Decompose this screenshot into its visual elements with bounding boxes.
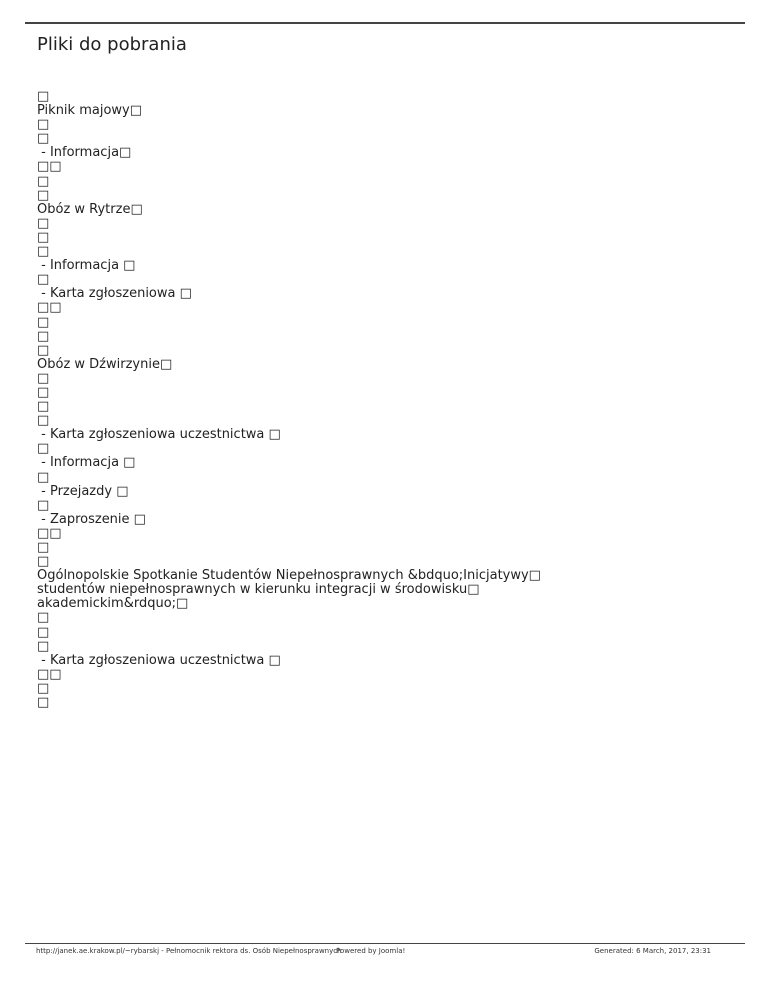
content-line[interactable]: - Informacja □ [37, 258, 136, 274]
content-line: □ [37, 117, 50, 133]
content-line: □ [37, 554, 50, 570]
content-line: □ [37, 215, 50, 231]
content-line: □ [37, 399, 50, 415]
content-line: □□ [37, 666, 62, 682]
content-line: □ [37, 229, 50, 245]
content-line: □□ [37, 525, 62, 541]
content-line: Obóz w Dźwirzynie□ [37, 356, 173, 372]
content-line: □ [37, 610, 50, 626]
content-line: □ [37, 328, 50, 344]
content-line: □ [37, 173, 50, 189]
content-line: □ [37, 244, 50, 260]
content-line: □ [37, 342, 50, 358]
content-line: □ [37, 441, 50, 457]
content-line: □ [37, 695, 50, 711]
content-line: □ [37, 624, 50, 640]
page-title: Pliki do pobrania [37, 34, 187, 55]
content-line[interactable]: - Karta zgłoszeniowa □ [37, 286, 192, 302]
content-line: □ [37, 469, 50, 485]
footer-site-info[interactable]: http://janek.ae.krakow.pl/~rybarskj - Pełnomocnik rektora ds. Osób Niepełnosprawnych [36, 947, 342, 955]
content-line: □ [37, 314, 50, 330]
content-line: □□ [37, 300, 62, 316]
content-line: □ [37, 638, 50, 654]
footer-divider [25, 943, 745, 944]
content-line[interactable]: - Karta zgłoszeniowa uczestnictwa □ [37, 652, 281, 668]
content-line: Piknik majowy□ [37, 103, 143, 119]
content-line: studentów niepełnosprawnych w kierunku integracji w środowisku□ [37, 582, 480, 598]
content-line: □ [37, 497, 50, 513]
content-line: □ [37, 187, 50, 203]
content-line: Ogólnopolskie Spotkanie Studentów Niepełnosprawnych &bdquo;Inicjatywy□ [37, 568, 541, 584]
downloads-list [37, 90, 737, 710]
content-line: □ [37, 413, 50, 429]
content-line: □ [37, 131, 50, 147]
content-line[interactable]: - Przejazdy □ [37, 483, 129, 499]
top-divider [25, 22, 745, 24]
content-line: □ [37, 272, 50, 288]
content-line[interactable]: - Informacja □ [37, 455, 136, 471]
content-line: □ [37, 680, 50, 696]
content-line: Obóz w Rytrze□ [37, 201, 143, 217]
content-line[interactable]: - Karta zgłoszeniowa uczestnictwa □ [37, 427, 281, 443]
content-line: □ [37, 384, 50, 400]
content-line: akademickim&rdquo;□ [37, 596, 189, 612]
content-line[interactable]: - Zaproszenie □ [37, 511, 146, 527]
content-line: □ [37, 89, 50, 104]
footer-generated-date: Generated: 6 March, 2017, 23:31 [594, 947, 711, 955]
content-line: □□ [37, 159, 62, 175]
content-line[interactable]: - Informacja□ [37, 145, 132, 161]
content-line: □ [37, 540, 50, 555]
content-line: □ [37, 370, 50, 386]
footer-powered-by: Powered by Joomla! [336, 947, 406, 955]
